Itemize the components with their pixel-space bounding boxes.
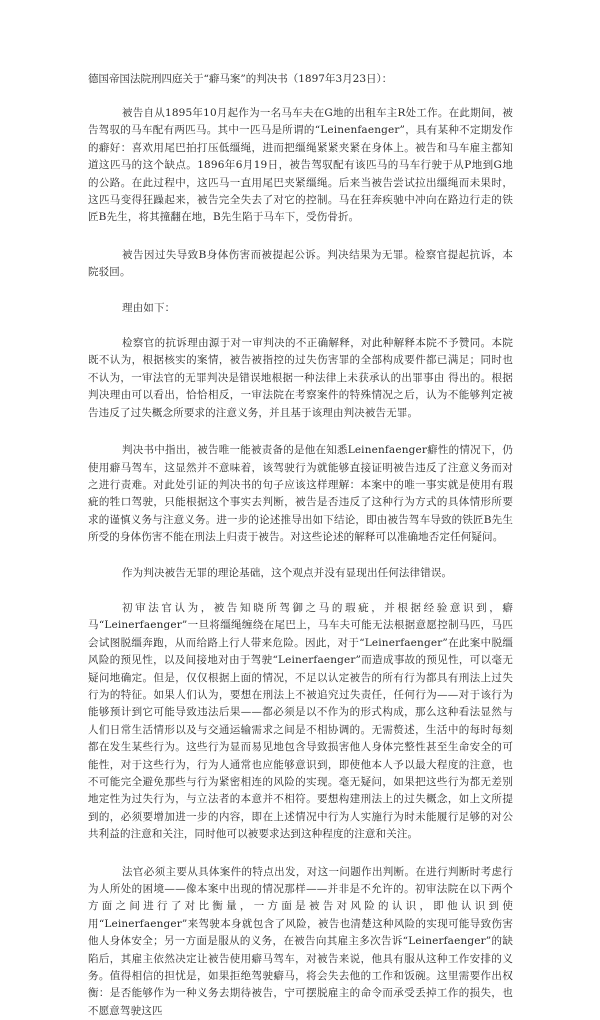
paragraph-theoretical-basis: 作为判决被告无罪的理论基础，这个观点并没有显现出任何法律错误。	[122, 566, 453, 579]
paragraph-foreseeability: 初审法官认为，被告知晓所驾御之马的瑕疵，并根据经验意识到，癖马“Leinerfaenger”一旦将缰绳缠绕在尾巴上，马车夫可能无法根据意愿控制马匹，马匹会试图脱缰奔跑，从而给路上行人带来危险。因此，对于“Leinerfaenger”在此案中脱缰风险的预见性，以及间接地对由于驾驶“Leinerfaenger”而造成事故的预见性，可以毫无疑问地确定。但是，仅仅根据上面的情况，不足以认定被告的所有行为都具有刑法上过失行为的特征。如果人们认为，要想在刑法上不被追究过失责任，任何行为——对于该行为能够预计到它可能导致违法后果——都必须是以不作为的形式构成，那么这种看法显然与人们日常生活情形以及与交通运输需求之间是不相协调的。无需赘述，生活中的每时每刻都在发生某些行为。这些行为显而易见地包含导致损害他人身体完整性甚至生命安全的可能性，对于这些行为，行为人通常也应能够意识到，即使他本人予以最大程度的注意，也不可能完全避免那些与行为紧密相连的风险的实现。毫无疑问，如果把这些行为都无差别地定性为过失行为，与立法者的本意并不相符。要想构建刑法上的过失概念，如上文所提到的，必须要增加进一步的内容，即在上述情况中行为人实施行为时未能履行足够的对公共利益的注意和关注，同时他可以被要求达到这种程度的注意和关注。	[88, 601, 513, 841]
paragraph-facts: 被告自从1895年10月起作为一名马车夫在G地的出租车主R处工作。在此期间，被告驾驭的马车配有两匹马。其中一匹马是所谓的“Leinenfaenger”，具有某种不定期发作的癖好：喜欢用尾巴拍打压低缰绳，进而把缰绳紧紧夹紧在身体上。被告和马车雇主都知道这匹马的这个缺点。1896年6月19日，被告驾驭配有该匹马的马车行驶于从P地到G地的公路。在此过程中，这匹马一直用尾巴夹紧缰绳。后来当被告尝试拉出缰绳而未果时，这匹马变得狂躁起来，被告完全失去了对它的控制。马在狂奔疾驰中冲向在路边行走的铁匠B先生，将其撞翻在地，B先生陷于马车下，受伤骨折。	[88, 107, 513, 224]
paragraph-reasons-label: 理由如下：	[122, 301, 176, 314]
paragraph-spacer	[88, 582, 513, 600]
document-heading: 德国帝国法院刑四庭关于“癖马案”的判决书（1897年3月23日）：	[88, 73, 393, 85]
paragraph-spacer	[88, 547, 513, 565]
judgment-document	[88, 71, 513, 1020]
paragraph-balancing: 法官必须主要从具体案件的特点出发，对这一问题作出判断。在进行判断时考虑行为人所处的困境——像本案中出现的情况那样——并非是不允许的。初审法院在以下两个方面之间进行了对比衡量，一方面是被告对风险的认识，即他认识到使用“Leinerfaenger”来驾驶本身就包含了风险，被告也清楚这种风险的实现可能导致伤害他人身体安全；另一方面是服从的义务，在被告向其雇主多次告诉“Leinerfaenger”的缺陷后，其雇主依然决定让被告使用癖马驾车，对被告来说，他具有服从这种工作安排的义务。值得相信的担忧是，如果拒绝驾驶癖马，将会失去他的工作和饭碗。这里需要作出权衡：是否能够作为一种义务去期待被告，宁可摆脱雇主的命令而承受丢掉工作的损失，也不愿意驾驶这匹	[88, 865, 513, 1017]
paragraph-spacer	[88, 844, 513, 864]
paragraph-spacer	[88, 227, 513, 247]
paragraph-spacer	[88, 317, 513, 335]
paragraph-spacer	[88, 282, 513, 300]
paragraph-judgment-reasoning: 判决书中指出，被告唯一能被责备的是他在知悉Leinenfaenger癖性的情况下，仍使用癖马驾车，这显然并不意味着，该驾驶行为就能够直接证明被告违反了注意义务而对之进行责难。对此处引证的判决书的句子应该这样理解：本案中的唯一事实就是使用有瑕疵的牲口驾驶，只能根据这个事实去判断，被告是否违反了这种行为方式的具体情形所要求的谨慎义务与注意义务。进一步的论述推导出如下结论，即由被告驾车导致的铁匠B先生所受的身体伤害不能在刑法上归责于被告。对这些论述的解释可以准确地否定任何疑问。	[88, 444, 513, 544]
paragraph-prosecutor-appeal: 检察官的抗诉理由源于对一审判决的不正确解释，对此种解释本院不予赞同。本院既不认为，根据核实的案情，被告被指控的过失伤害罪的全部构成要件都已满足；同时也不认为，一审法官的无罪判决是错误地根据一种法律上未获承认的出罪事由 得出的。根据判决理由可以看出，恰恰相反，一审法院在考察案件的特殊情况之后，认为不能够判定被告违反了过失概念所要求的注意义务，并且基于该理由判决被告无罪。	[88, 337, 513, 419]
paragraph-spacer	[88, 422, 513, 442]
paragraph-verdict: 被告因过失导致B身体伤害而被提起公诉。判决结果为无罪。检察官提起抗诉，本院驳回。	[88, 248, 513, 279]
